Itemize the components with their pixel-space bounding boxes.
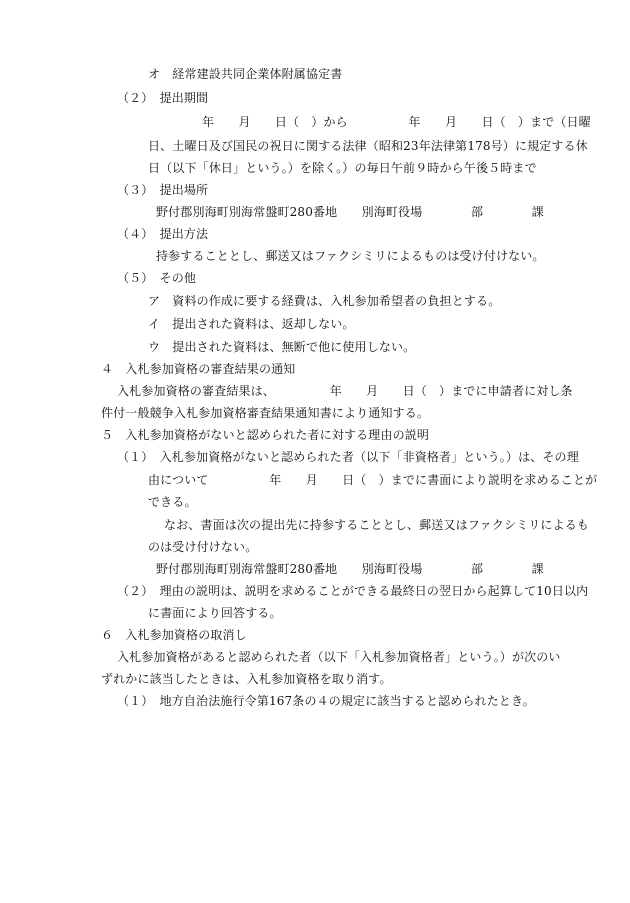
section-5-item-2-line-1: （２） 理由の説明は、説明を求めることができる最終日の翌日から起算して10日以内 [117, 584, 589, 598]
section-5-item-1-line-1: （１） 入札参加資格がないと認められた者（以下「非資格者」という。）は、その理 [117, 450, 579, 464]
submission-method-text: 持参することとし、郵送又はファクシミリによるものは受け付けない。 [156, 249, 545, 263]
section-4-heading: ４ 入札参加資格の審査結果の通知 [101, 362, 296, 376]
other-item-i: イ 提出された資料は、返却しない。 [148, 317, 355, 331]
section-4-text-1: 入札参加資格の審査結果は、 年 月 日（ ）までに申請者に対し条 [117, 384, 573, 398]
section-4-text-2: 件付一般競争入札参加資格審査結果通知書により通知する。 [101, 406, 430, 420]
period-hours: 日（以下「休日」という。）を除く。）の毎日午前９時から午後５時まで [148, 161, 537, 175]
submission-address: 野付郡別海町別海常盤町280番地 別海町役場 部 課 [156, 205, 544, 219]
heading-submission-place: （３） 提出場所 [117, 183, 209, 197]
period-holiday-law: 日、土曜日及び国民の祝日に関する法律（昭和23年法律第178号）に規定する休 [148, 139, 588, 153]
heading-submission-period: （２） 提出期間 [117, 91, 209, 105]
section-5-item-1-line-3: できる。 [148, 495, 197, 509]
other-item-a: ア 資料の作成に要する経費は、入札参加希望者の負担とする。 [148, 294, 501, 308]
section-5-note-line-2: のは受け付けない。 [148, 540, 258, 554]
heading-submission-method: （４） 提出方法 [117, 227, 209, 241]
section-5-item-2-line-2: に書面により回答する。 [148, 606, 282, 620]
section-6-heading: ６ 入札参加資格の取消し [101, 628, 247, 642]
period-dates: 年 月 日（ ）から 年 月 日（ ）まで（日曜 [202, 115, 591, 129]
section-5-address: 野付郡別海町別海常盤町280番地 別海町役場 部 課 [156, 562, 544, 576]
other-item-u: ウ 提出された資料は、無断で他に使用しない。 [148, 340, 416, 354]
section-5-note-line-1: なお、書面は次の提出先に持参することとし、郵送又はファクシミリによるも [164, 518, 590, 532]
section-5-heading: ５ 入札参加資格がないと認められた者に対する理由の説明 [101, 428, 430, 442]
section-6-text-1: 入札参加資格があると認められた者（以下「入札参加資格者」という。）が次のい [117, 650, 561, 664]
section-6-item-1: （１） 地方自治法施行令第167条の４の規定に該当すると認められたとき。 [117, 694, 535, 708]
section-6-text-2: ずれかに該当したときは、入札参加資格を取り消す。 [101, 672, 392, 686]
heading-other: （５） その他 [117, 271, 197, 285]
item-o-agreement: オ 経常建設共同企業体附属協定書 [148, 67, 343, 81]
section-5-item-1-line-2: 由について 年 月 日（ ）までに書面により説明を求めることが [148, 473, 598, 487]
